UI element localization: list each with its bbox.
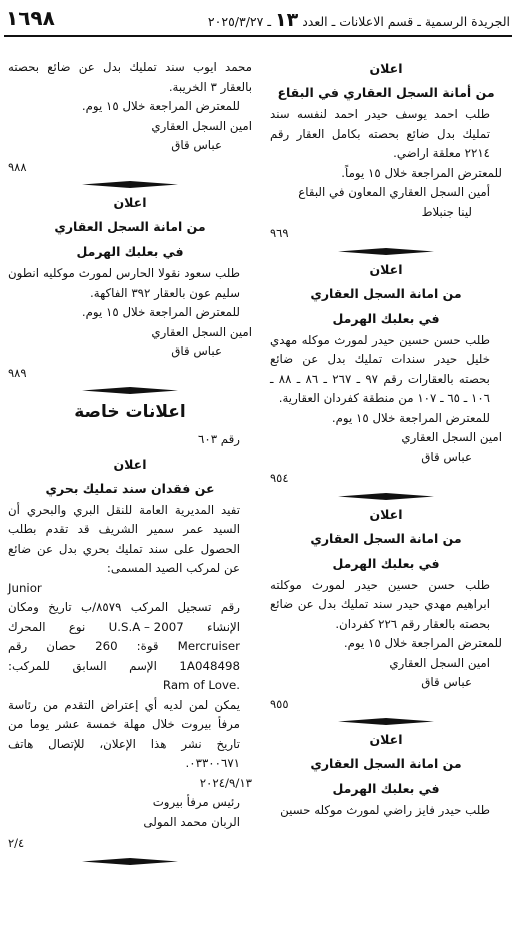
announcement <box>8 192 252 383</box>
announcement-body: طلب سعود نقولا الحارس لمورث موكليه انطون سليم عون بالعقار ٣٩٢ الفاكهة. <box>8 266 240 300</box>
engine-type-label: نوع المحرك <box>8 619 86 634</box>
separator <box>8 387 252 394</box>
separator-ornament <box>82 387 178 394</box>
announcement-body: طلب احمد يوسف حيدر احمد لنفسه سند تمليك بدل ضائع بحصته بكامل العقار رقم ٢٢١٤ معلقة اراضي. <box>270 107 490 160</box>
announcement-body: محمد ايوب سند تمليك بدل عن ضائع بحصته بالعقار ٣ الخريبة. <box>8 60 252 94</box>
signer-name: الربان محمد المولى <box>143 814 240 829</box>
signer-title: أمين السجل العقاري المعاون في البقاع <box>298 185 490 199</box>
engine-type: Mercruiser <box>177 639 241 653</box>
signer-title: امين السجل العقاري <box>389 655 490 670</box>
separator <box>270 248 502 255</box>
separator-ornament <box>338 248 434 255</box>
signer-name: عباس قاق <box>421 449 472 464</box>
objection-note: للمعترض المراجعة خلال ١٥ يوم. <box>331 410 490 425</box>
vessel-details <box>8 598 252 696</box>
page-header <box>0 0 516 40</box>
objection-note: للمعترض المراجعة خلال ١٥ يوم. <box>81 305 240 319</box>
vessel-name-value: Junior <box>8 580 42 595</box>
previous-name: Ram of Love. <box>162 678 240 692</box>
announcement-label: اعلان <box>369 732 403 747</box>
announcement <box>270 729 502 821</box>
announcement-district: في بعلبك الهرمل <box>332 310 440 326</box>
announcement-body: طلب حيدر فايز راضي لمورث موكله حسين <box>280 803 490 817</box>
announcement-authority: من أمانة السجل العقاري في البقاع <box>277 85 495 100</box>
announcement-district: في بعلبك الهرمل <box>332 555 440 571</box>
issue-number: ١٣ <box>274 9 299 31</box>
announcement-number: ٩٥٤ <box>270 471 289 485</box>
separator <box>270 493 502 500</box>
announcement-body: طلب حسن حسين حيدر لمورث موكله مهدي خليل حيدر سندات تمليك بدل عن ضائع بحصته بالعقارات رقم ٩٧ ـ ٢٦٧ ـ ٨٦ ـ ٨٨ ـ ١٠٦ ـ ٦٥ ـ ١٠٧ من منطقة كفردان العقارية. <box>270 332 490 405</box>
signer-name: عباس قاق <box>171 138 222 152</box>
announcement <box>270 58 502 244</box>
section-title: اعلانات خاصة <box>74 402 186 422</box>
signer-title: امين السجل العقاري <box>401 430 502 444</box>
body-text: تفيد المديرية العامة للنقل البري والبحري أن السيد عمر سمير الشريف قد تقدم بطلب الحصول على سند تمليك بحري بدل عن ضائع عن لمركب الصيد المسمى: <box>8 502 240 575</box>
issue-date: ـ ٢٠٢٥/٣/٢٧ <box>207 14 271 29</box>
separator <box>8 858 252 865</box>
announcement-continued <box>8 58 252 177</box>
announcement-body <box>8 501 252 579</box>
announcement-district: في بعلبك الهرمل <box>332 781 440 796</box>
registration-text: رقم تسجيل المركب ٨٥٧٩/ب تاريخ ومكان الإنشاء <box>8 600 240 634</box>
announcement-label: اعلان <box>113 456 147 472</box>
right-column <box>270 58 502 821</box>
separator <box>270 718 502 725</box>
announcement-body: طلب حسن حسين حيدر لمورث موكلته ابراهيم مهدي حيدر سند تمليك بدل عن ضائع بحصته بالعقار رقم ٢٢٦ كفردان. <box>270 577 490 631</box>
separator-ornament <box>338 718 434 725</box>
objection-note: يمكن لمن لديه أي إعتراض التقدم من رئاسة مرفأ بيروت خلال مهلة خمسة عشر يوما من تاريخ نشر هذا الإعلان، للإتصال هاتف ٠٣٣٠٠٦٧١. <box>8 697 240 770</box>
announcement-label: اعلان <box>369 261 403 277</box>
objection-note: للمعترض المراجعة خلال ١٥ يوماً. <box>341 165 502 180</box>
announcement-number: ٩٨٨ <box>8 159 27 174</box>
signer-title: رئيس مرفأ بيروت <box>152 795 240 809</box>
signer-name: عباس قاق <box>421 675 472 689</box>
previous-name-label: الإسم السابق للمركب: <box>8 658 157 673</box>
page-number: ١٦٩٨ <box>6 6 55 30</box>
announcement-number: ٩٥٥ <box>270 696 289 711</box>
announcement-authority: من امانة السجل العقاري <box>310 756 462 771</box>
gazette-title <box>208 9 510 31</box>
announcement <box>270 259 502 489</box>
separator-ornament <box>338 493 434 500</box>
announcement-date: ٢٠٢٤/٩/١٣ <box>199 775 252 790</box>
signer-title: امين السجل العقاري <box>151 118 252 133</box>
header-rule <box>4 35 512 37</box>
power-text: قوة: 260 حصان رقم <box>8 639 159 653</box>
objection-note: للمعترض المراجعة خلال ١٥ يوم. <box>81 99 240 113</box>
vessel-name <box>8 579 252 599</box>
announcement-authority: من امانة السجل العقاري <box>310 530 462 546</box>
signer-name: لينا جنبلاط <box>421 204 472 219</box>
announcement-authority: من امانة السجل العقاري <box>310 285 462 301</box>
objection-note: للمعترض المراجعة خلال ١٥ يوم. <box>343 636 502 650</box>
announcement-number: ٩٦٩ <box>270 226 289 240</box>
announcement-label: اعلان <box>369 61 403 76</box>
announcement-authority: من امانة السجل العقاري <box>54 219 206 234</box>
announcement-number: ٢/٤ <box>8 836 25 850</box>
separator <box>8 181 252 188</box>
separator-ornament <box>82 858 178 865</box>
announcement-district: في بعلبك الهرمل <box>76 244 184 259</box>
announcement-number: ٩٨٩ <box>8 365 27 380</box>
gazette-title-text: الجريدة الرسمية ـ قسم الاعلانات ـ العدد <box>302 14 510 29</box>
announcement-label: اعلان <box>113 195 147 210</box>
special-announcements <box>8 398 252 854</box>
engine-number: 1A048498 <box>179 658 241 673</box>
announcement-reference: رقم ٦٠٣ <box>198 432 240 446</box>
separator-ornament <box>82 181 178 188</box>
announcement-heading: عن فقدان سند تمليك بحري <box>45 480 215 496</box>
announcement-label: اعلان <box>369 506 403 522</box>
signer-name: عباس قاق <box>171 344 222 358</box>
announcement <box>270 504 502 715</box>
build-info: U.S.A – 2007 <box>108 619 184 634</box>
signer-title: امين السجل العقاري <box>151 324 252 339</box>
left-column <box>8 58 252 869</box>
